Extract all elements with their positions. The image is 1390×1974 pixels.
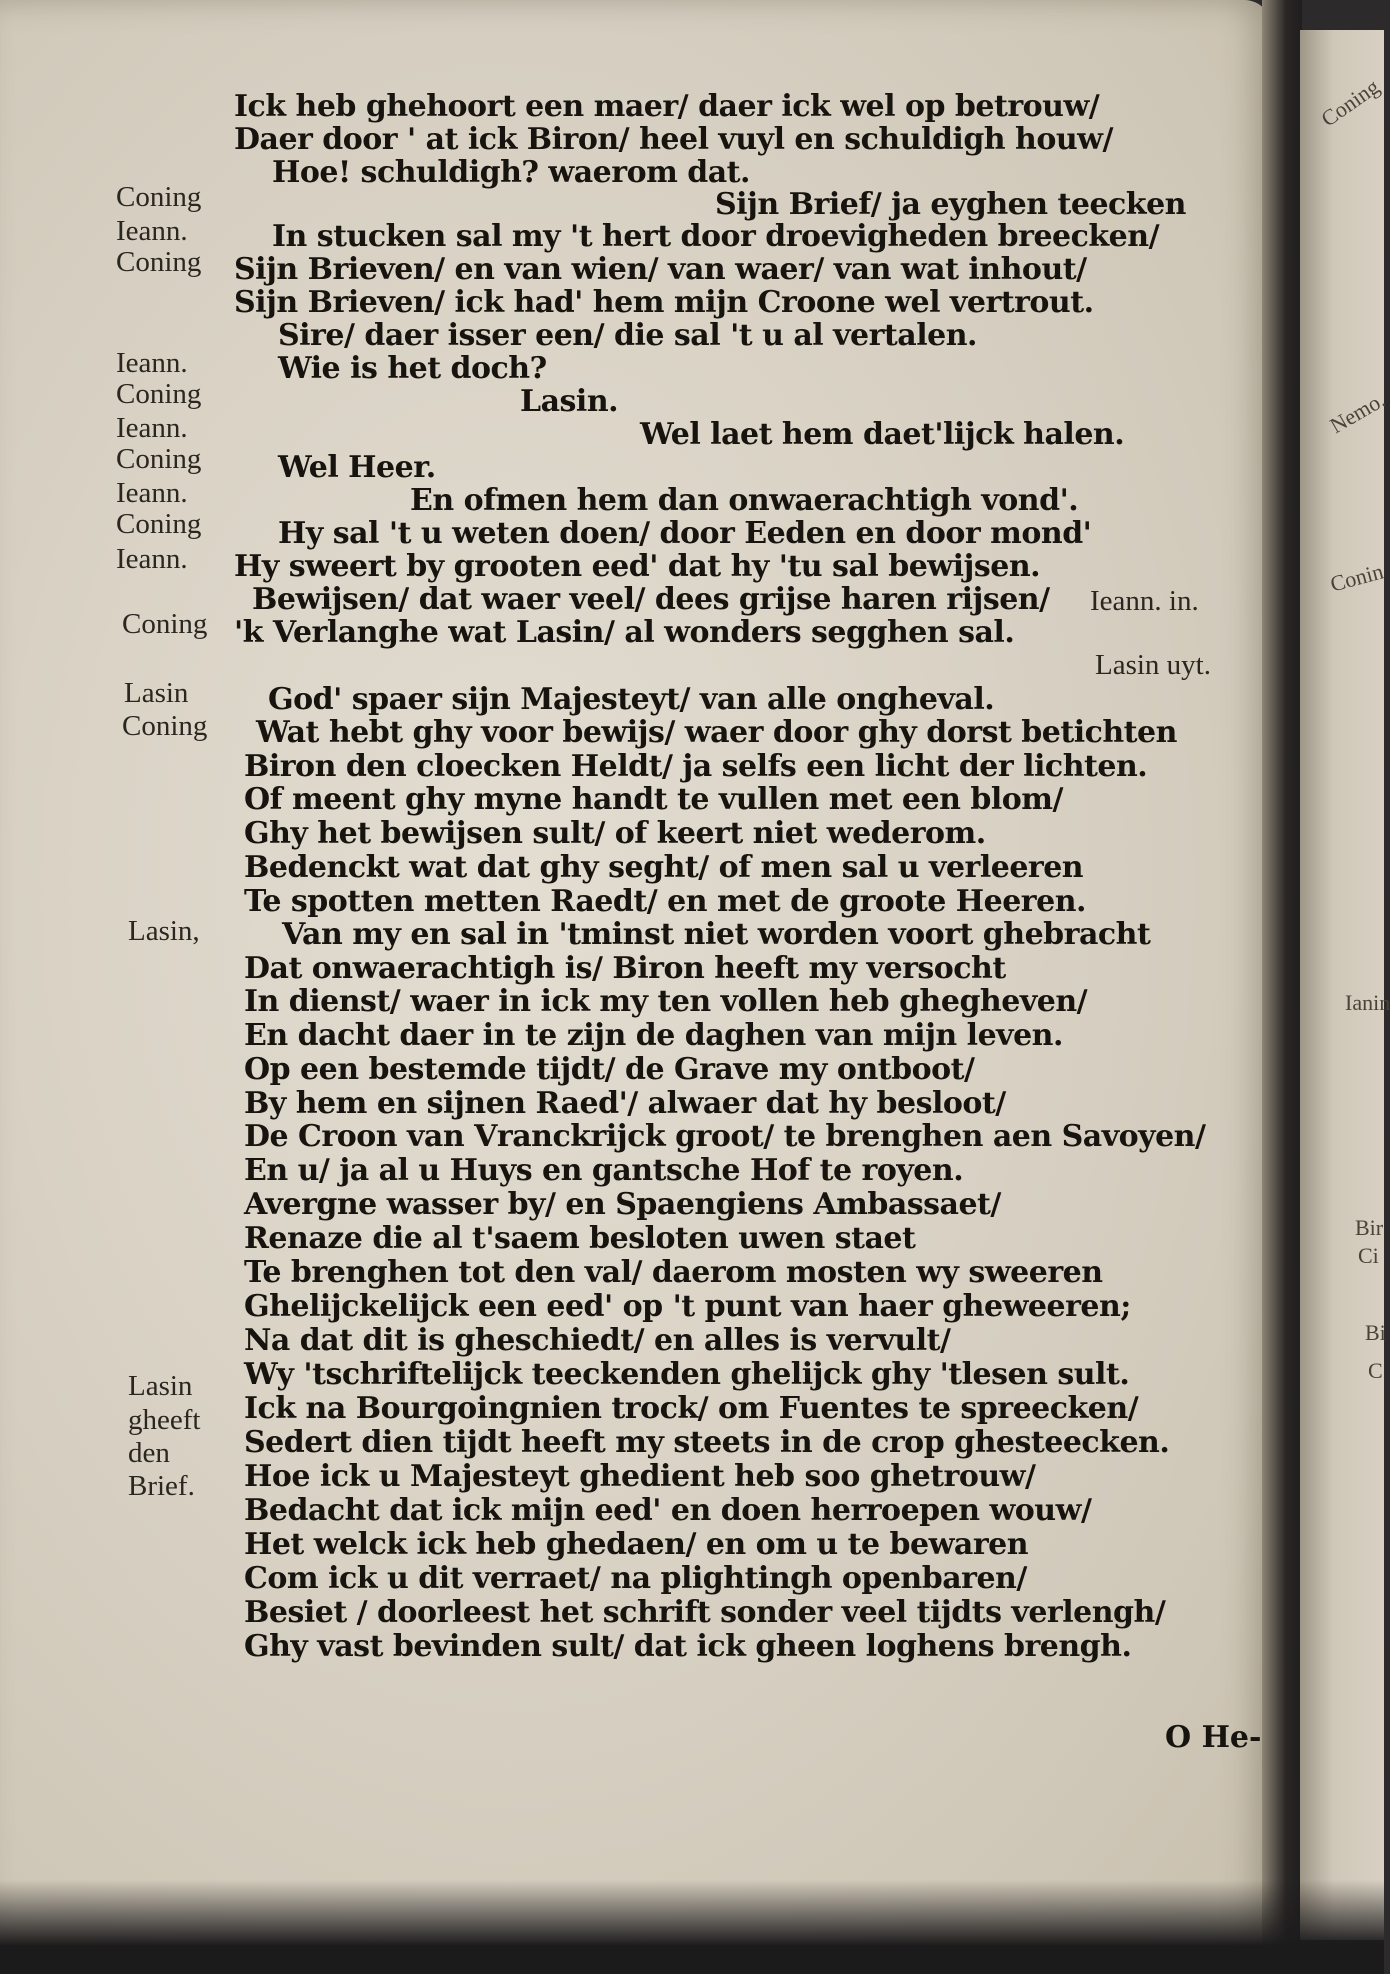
verse-line: Ghy het bewijsen sult/ of keert niet wederom. <box>244 816 986 851</box>
speaker-label: Coning <box>116 443 202 475</box>
verse-line: By hem en sijnen Raed'/ alwaer dat hy besloot/ <box>244 1086 1006 1121</box>
verse-line: In dienst/ waer in ick my ten vollen heb ghegheven/ <box>244 984 1088 1019</box>
stage-direction: Ieann. in. <box>1090 585 1199 617</box>
verse-line: En dacht daer in te zijn de daghen van mijn leven. <box>244 1018 1063 1053</box>
adjacent-margin-text: Bir <box>1355 1215 1384 1240</box>
adjacent-margin-text: Ianin <box>1345 990 1390 1015</box>
verse-line: Com ick u dit verraet/ na plightingh openbaren/ <box>244 1561 1027 1596</box>
stage-direction: Lasin uyt. <box>1095 649 1211 681</box>
adjacent-margin-text: C <box>1368 1358 1383 1383</box>
adjacent-page-edge <box>1300 30 1384 1940</box>
verse-line: Ghy vast bevinden sult/ dat ick gheen loghens brengh. <box>244 1629 1132 1664</box>
speaker-label: gheeft <box>128 1404 201 1436</box>
verse-line: Renaze die al t'saem besloten uwen staet <box>244 1221 916 1256</box>
verse-line: Na dat dit is gheschiedt/ en alles is vervult/ <box>244 1323 951 1358</box>
table-background <box>0 1880 1384 1974</box>
verse-line: Hoe ick u Majesteyt ghedient heb soo ghetrouw/ <box>244 1459 1036 1494</box>
verse-line: Sijn Brief/ ja eyghen teecken <box>715 187 1186 222</box>
verse-line: Te spotten metten Raedt/ en met de groote Heeren. <box>244 884 1086 919</box>
verse-line: In stucken sal my 't hert door droevigheden breecken/ <box>272 219 1160 254</box>
verse-line: Wel laet hem daet'lijck halen. <box>640 417 1125 452</box>
verse-line: Wy 'tschriftelijck teeckenden ghelijck ghy 'tlesen sult. <box>244 1357 1130 1392</box>
adjacent-margin-text: Nemo. <box>1325 386 1390 439</box>
speaker-label: Brief. <box>128 1470 195 1502</box>
adjacent-margin-text: Ci <box>1358 1243 1379 1268</box>
verse-line: Hoe! schuldigh? waerom dat. <box>272 155 750 190</box>
verse-line: Wat hebt ghy voor bewijs/ waer door ghy dorst betichten <box>256 715 1177 750</box>
speaker-label: Ieann. <box>116 347 188 379</box>
verse-line: En ofmen hem dan onwaerachtigh vond'. <box>410 483 1079 518</box>
verse-line: De Croon van Vranckrijck groot/ te brenghen aen Savoyen/ <box>244 1119 1206 1154</box>
speaker-label: Lasin <box>124 677 189 709</box>
speaker-label: Ieann. <box>116 543 188 575</box>
verse-line: Sire/ daer isser een/ die sal 't u al vertalen. <box>278 318 977 353</box>
catchword: O He- <box>1165 1720 1262 1755</box>
speaker-label: Coning <box>122 608 208 640</box>
verse-line: Wie is het doch? <box>278 351 547 386</box>
adjacent-margin-text: Bi <box>1365 1320 1386 1345</box>
speaker-label: Coning <box>122 710 208 742</box>
verse-line: Hy sal 't u weten doen/ door Eeden en door mond' <box>278 516 1092 551</box>
verse-line: Hy sweert by grooten eed' dat hy 'tu sal bewijsen. <box>234 549 1041 584</box>
speaker-label: Coning <box>116 508 202 540</box>
verse-line: Het welck ick heb ghedaen/ en om u te bewaren <box>244 1527 1029 1562</box>
verse-line: Op een bestemde tijdt/ de Grave my ontboot/ <box>244 1052 975 1087</box>
speaker-label: Lasin, <box>128 915 200 947</box>
verse-line: Biron den cloecken Heldt/ ja selfs een licht der lichten. <box>244 749 1148 784</box>
verse-line: En u/ ja al u Huys en gantsche Hof te royen. <box>244 1153 964 1188</box>
verse-line: Avergne wasser by/ en Spaengiens Ambassaet/ <box>244 1187 1001 1222</box>
verse-line: Lasin. <box>520 384 619 419</box>
speaker-label: Ieann. <box>116 412 188 444</box>
speaker-label: Coning <box>116 246 202 278</box>
adjacent-margin-text: Coning <box>1316 73 1384 132</box>
speaker-label: den <box>128 1437 170 1469</box>
verse-line: Te brenghen tot den val/ daerom mosten wy sweeren <box>244 1255 1103 1290</box>
verse-line: Bedacht dat ick mijn eed' en doen herroepen wouw/ <box>244 1493 1092 1528</box>
verse-line: Van my en sal in 'tminst niet worden voort ghebracht <box>282 917 1151 952</box>
speaker-label: Lasin <box>128 1370 193 1402</box>
verse-line: Dat onwaerachtigh is/ Biron heeft my versocht <box>244 951 1006 986</box>
speaker-label: Ieann. <box>116 477 188 509</box>
speaker-label: Coning <box>116 181 202 213</box>
verse-line: Besiet / doorleest het schrift sonder veel tijdts verlengh/ <box>244 1595 1166 1630</box>
speaker-label: Ieann. <box>116 215 188 247</box>
verse-line: God' spaer sijn Majesteyt/ van alle ongheval. <box>268 682 995 717</box>
verse-line: Daer door ' at ick Biron/ heel vuyl en schuldigh houw/ <box>234 122 1113 157</box>
adjacent-margin-text: Conin <box>1327 558 1386 597</box>
verse-line: Ghelijckelijck een eed' op 't punt van haer gheweeren; <box>244 1289 1131 1324</box>
verse-line: Sijn Brieven/ en van wien/ van waer/ van wat inhout/ <box>234 252 1087 287</box>
verse-line: Bedenckt wat dat ghy seght/ of men sal u verleeren <box>244 850 1084 885</box>
verse-line: Bewijsen/ dat waer veel/ dees grijse haren rijsen/ <box>252 582 1050 617</box>
verse-line: Sedert dien tijdt heeft my steets in de crop ghesteecken. <box>244 1425 1170 1460</box>
verse-line: Sijn Brieven/ ick had' hem mijn Croone wel vertrout. <box>234 285 1094 320</box>
verse-line: 'k Verlanghe wat Lasin/ al wonders segghen sal. <box>234 615 1015 650</box>
verse-line: Ick na Bourgoingnien trock/ om Fuentes te spreecken/ <box>244 1391 1139 1426</box>
book-gutter <box>1262 0 1302 1974</box>
verse-line: Wel Heer. <box>278 450 436 485</box>
verse-line: Ick heb ghehoort een maer/ daer ick wel op betrouw/ <box>234 89 1100 124</box>
speaker-label: Coning <box>116 378 202 410</box>
verse-line: Of meent ghy myne handt te vullen met een blom/ <box>244 782 1063 817</box>
